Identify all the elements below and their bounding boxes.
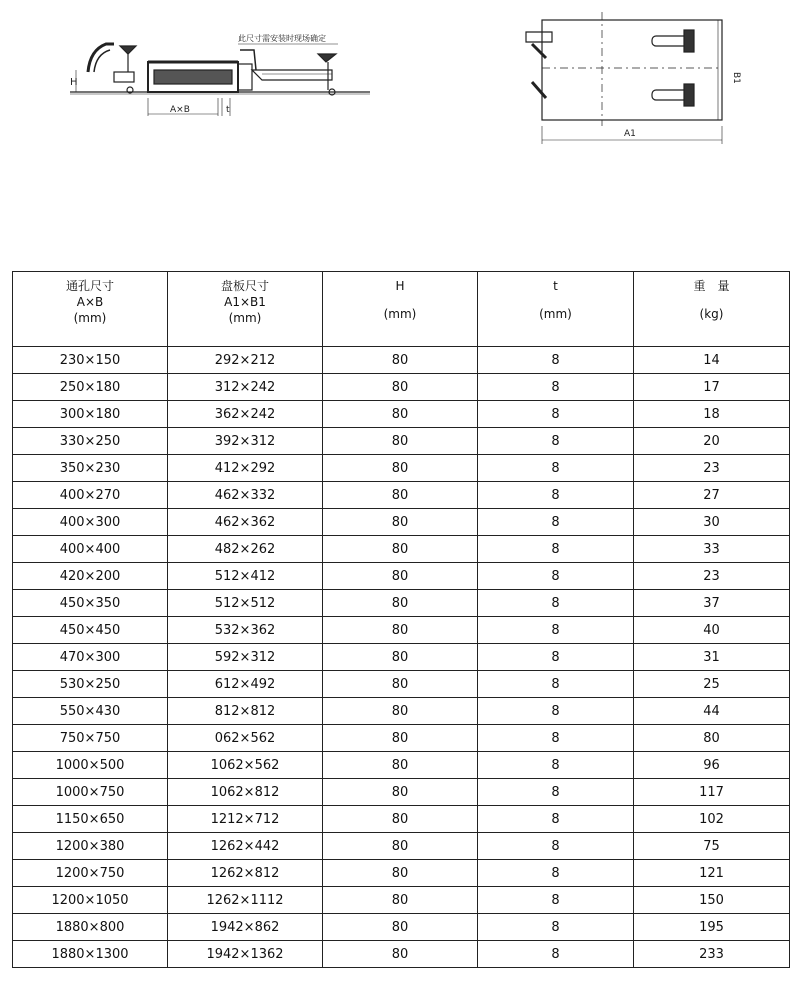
table-row (13, 455, 790, 482)
cell-t: 8 (478, 347, 634, 374)
section-view-svg (70, 10, 370, 128)
cell-plate-size: 1942×1362 (168, 941, 323, 968)
cell-t: 8 (478, 779, 634, 806)
cell-t: 8 (478, 860, 634, 887)
cell-t: 8 (478, 401, 634, 428)
cell-plate-size: 062×562 (168, 725, 323, 752)
cell-weight: 44 (634, 698, 790, 725)
cell-plate-size: 512×412 (168, 563, 323, 590)
cell-plate-size: 392×312 (168, 428, 323, 455)
cell-t: 8 (478, 887, 634, 914)
plan-view-drawing (512, 8, 762, 150)
cell-opening-size: 350×230 (13, 455, 168, 482)
dim-label-H: H (70, 77, 78, 88)
cell-t: 8 (478, 833, 634, 860)
table-row (13, 347, 790, 374)
header-plate-size (168, 272, 323, 347)
header-unit: (kg) (699, 307, 724, 321)
cell-plate-size: 1062×812 (168, 779, 323, 806)
cell-H: 80 (323, 509, 478, 536)
table-row (13, 671, 790, 698)
cell-opening-size: 1200×750 (13, 860, 168, 887)
cell-t: 8 (478, 644, 634, 671)
table-row (13, 887, 790, 914)
header-title: 重 量 (693, 279, 730, 293)
table-body (13, 347, 790, 968)
cell-opening-size: 400×400 (13, 536, 168, 563)
cell-weight: 30 (634, 509, 790, 536)
cell-weight: 18 (634, 401, 790, 428)
cell-opening-size: 300×180 (13, 401, 168, 428)
dim-label-t: t (226, 105, 230, 115)
cell-plate-size: 1062×562 (168, 752, 323, 779)
cell-t: 8 (478, 374, 634, 401)
cell-t: 8 (478, 536, 634, 563)
cell-plate-size: 1262×812 (168, 860, 323, 887)
dim-label-B1: B1 (731, 72, 741, 84)
cell-weight: 37 (634, 590, 790, 617)
cell-weight: 80 (634, 725, 790, 752)
cell-opening-size: 1200×380 (13, 833, 168, 860)
cell-plate-size: 362×242 (168, 401, 323, 428)
cell-opening-size: 1200×1050 (13, 887, 168, 914)
cell-H: 80 (323, 914, 478, 941)
cell-t: 8 (478, 563, 634, 590)
cell-H: 80 (323, 725, 478, 752)
table-row (13, 941, 790, 968)
cell-plate-size: 312×242 (168, 374, 323, 401)
cell-opening-size: 470×300 (13, 644, 168, 671)
cell-plate-size: 592×312 (168, 644, 323, 671)
cell-H: 80 (323, 887, 478, 914)
header-title: H (395, 279, 405, 293)
cell-t: 8 (478, 914, 634, 941)
cell-weight: 102 (634, 806, 790, 833)
cell-H: 80 (323, 482, 478, 509)
cell-H: 80 (323, 347, 478, 374)
cell-weight: 75 (634, 833, 790, 860)
cell-plate-size: 1262×1112 (168, 887, 323, 914)
cell-H: 80 (323, 671, 478, 698)
cell-opening-size: 450×350 (13, 590, 168, 617)
table-row (13, 752, 790, 779)
plan-view-svg (512, 8, 762, 150)
cell-weight: 31 (634, 644, 790, 671)
dim-label-A1: A1 (624, 129, 636, 139)
cell-weight: 17 (634, 374, 790, 401)
header-sub: A1×B1 (224, 295, 266, 309)
cell-weight: 150 (634, 887, 790, 914)
cell-H: 80 (323, 698, 478, 725)
cell-weight: 195 (634, 914, 790, 941)
cell-H: 80 (323, 374, 478, 401)
cell-weight: 96 (634, 752, 790, 779)
cell-opening-size: 1000×750 (13, 779, 168, 806)
cell-opening-size: 750×750 (13, 725, 168, 752)
cell-t: 8 (478, 590, 634, 617)
cell-weight: 40 (634, 617, 790, 644)
cell-plate-size: 812×812 (168, 698, 323, 725)
header-weight (634, 272, 790, 347)
cell-opening-size: 1150×650 (13, 806, 168, 833)
cell-opening-size: 1880×1300 (13, 941, 168, 968)
table-row (13, 401, 790, 428)
table-row (13, 374, 790, 401)
cell-weight: 23 (634, 563, 790, 590)
cell-t: 8 (478, 671, 634, 698)
cell-plate-size: 1262×442 (168, 833, 323, 860)
table-row (13, 725, 790, 752)
header-opening-size (13, 272, 168, 347)
cell-weight: 20 (634, 428, 790, 455)
table-row (13, 509, 790, 536)
cell-H: 80 (323, 590, 478, 617)
table-row (13, 698, 790, 725)
cell-t: 8 (478, 428, 634, 455)
dim-label-AxB: A×B (170, 105, 190, 115)
cell-weight: 23 (634, 455, 790, 482)
header-unit: (mm) (228, 311, 262, 325)
cell-opening-size: 1880×800 (13, 914, 168, 941)
cell-opening-size: 450×450 (13, 617, 168, 644)
table-row (13, 428, 790, 455)
cell-plate-size: 612×492 (168, 671, 323, 698)
cell-plate-size: 462×362 (168, 509, 323, 536)
cell-opening-size: 400×300 (13, 509, 168, 536)
cell-H: 80 (323, 833, 478, 860)
cell-t: 8 (478, 806, 634, 833)
cell-H: 80 (323, 536, 478, 563)
table-row (13, 482, 790, 509)
cell-opening-size: 230×150 (13, 347, 168, 374)
table-row (13, 779, 790, 806)
table-row (13, 590, 790, 617)
cell-H: 80 (323, 428, 478, 455)
header-row (13, 272, 790, 347)
cell-opening-size: 550×430 (13, 698, 168, 725)
cell-t: 8 (478, 941, 634, 968)
table-row (13, 860, 790, 887)
cell-t: 8 (478, 617, 634, 644)
cell-t: 8 (478, 752, 634, 779)
cell-plate-size: 1942×862 (168, 914, 323, 941)
table-row (13, 563, 790, 590)
table-row (13, 536, 790, 563)
header-unit: (mm) (73, 311, 107, 325)
cell-t: 8 (478, 455, 634, 482)
header-title: t (553, 279, 558, 293)
cell-H: 80 (323, 941, 478, 968)
cell-opening-size: 330×250 (13, 428, 168, 455)
header-t (478, 272, 634, 347)
cell-t: 8 (478, 509, 634, 536)
cell-plate-size: 482×262 (168, 536, 323, 563)
cell-H: 80 (323, 401, 478, 428)
cell-weight: 25 (634, 671, 790, 698)
cell-weight: 117 (634, 779, 790, 806)
cell-weight: 27 (634, 482, 790, 509)
header-title: 盘板尺寸 (220, 279, 269, 293)
cell-t: 8 (478, 482, 634, 509)
cell-plate-size: 512×512 (168, 590, 323, 617)
cell-opening-size: 1000×500 (13, 752, 168, 779)
cell-weight: 33 (634, 536, 790, 563)
cell-H: 80 (323, 644, 478, 671)
header-sub: A×B (76, 295, 104, 309)
section-view-drawing (70, 10, 370, 128)
cell-H: 80 (323, 860, 478, 887)
table-row (13, 644, 790, 671)
table-row (13, 617, 790, 644)
cell-H: 80 (323, 806, 478, 833)
install-note: 此尺寸需安装时现场确定 (238, 34, 326, 43)
cell-plate-size: 412×292 (168, 455, 323, 482)
cell-H: 80 (323, 752, 478, 779)
cell-plate-size: 1212×712 (168, 806, 323, 833)
cell-plate-size: 292×212 (168, 347, 323, 374)
header-unit: (mm) (383, 307, 417, 321)
cell-weight: 233 (634, 941, 790, 968)
cell-H: 80 (323, 779, 478, 806)
table-header (13, 272, 790, 347)
cell-opening-size: 420×200 (13, 563, 168, 590)
cell-weight: 121 (634, 860, 790, 887)
table-row (13, 806, 790, 833)
header-title: 通孔尺寸 (65, 279, 114, 293)
cell-opening-size: 250×180 (13, 374, 168, 401)
table-row (13, 833, 790, 860)
cell-H: 80 (323, 563, 478, 590)
header-H (323, 272, 478, 347)
cell-plate-size: 532×362 (168, 617, 323, 644)
header-unit: (mm) (539, 307, 572, 321)
table-row (13, 914, 790, 941)
cell-H: 80 (323, 617, 478, 644)
spec-table (12, 271, 790, 968)
cell-H: 80 (323, 455, 478, 482)
cell-opening-size: 530×250 (13, 671, 168, 698)
cell-opening-size: 400×270 (13, 482, 168, 509)
cell-t: 8 (478, 725, 634, 752)
cell-weight: 14 (634, 347, 790, 374)
cell-plate-size: 462×332 (168, 482, 323, 509)
cell-t: 8 (478, 698, 634, 725)
